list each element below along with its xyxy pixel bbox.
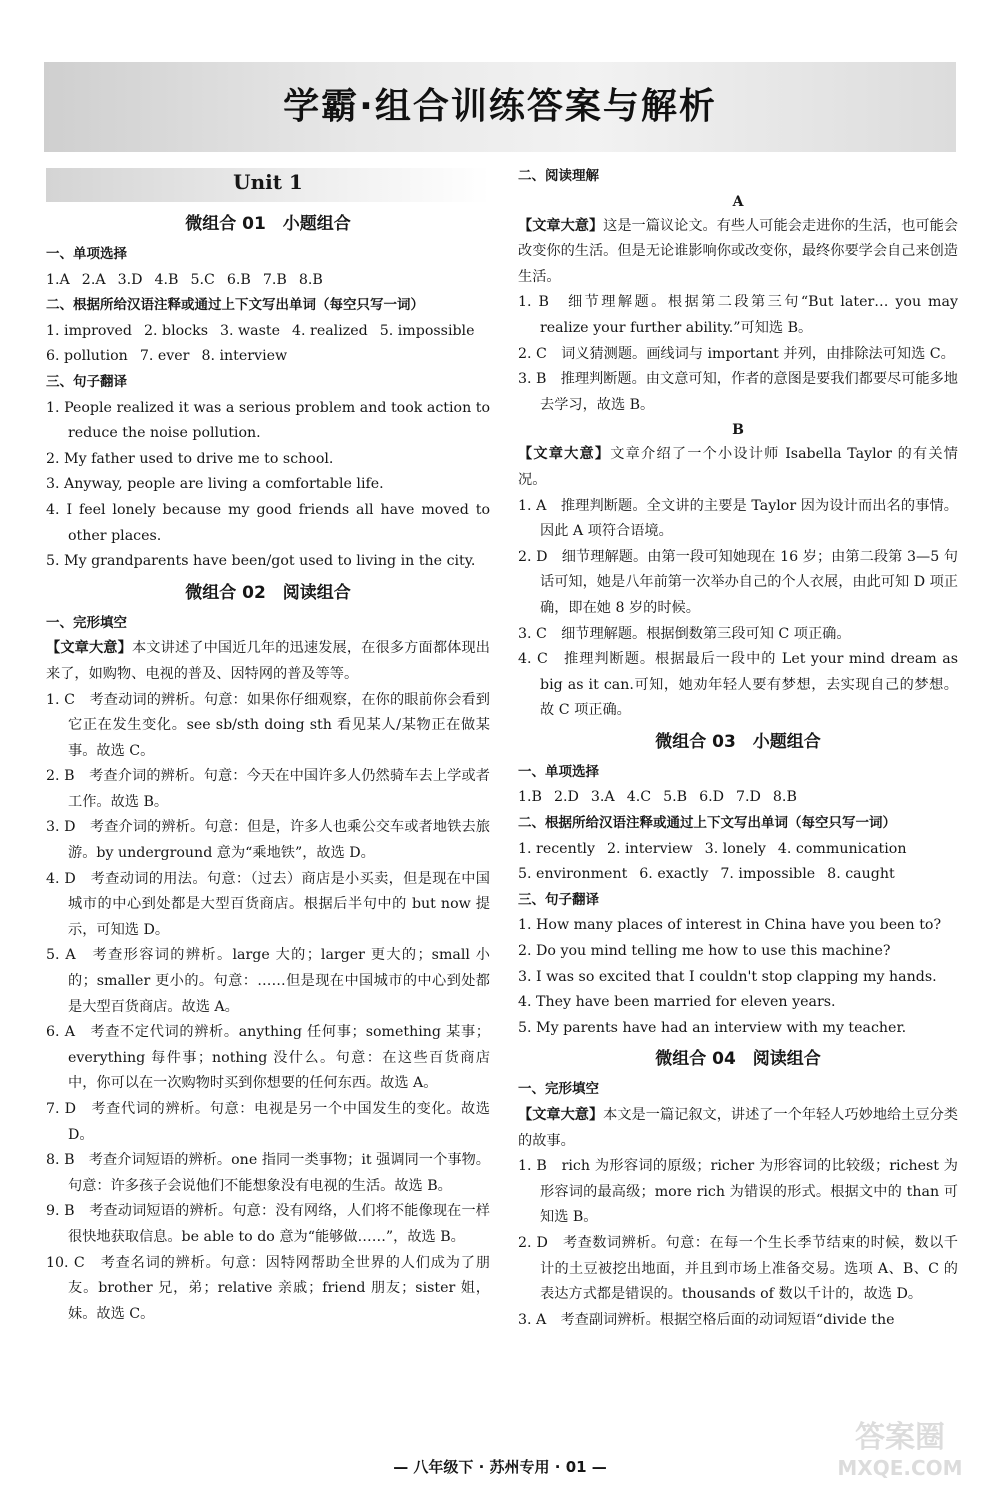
list-item: 2. My father used to drive me to school. (46, 450, 334, 467)
list-item: 1. People realized it was a serious problem and took action to reduce the noise pollution. (46, 399, 490, 442)
answer: 1. recently (518, 840, 595, 857)
list-item: 3. D 考查介词的辨析。句意：但是，许多人也乘公交车或者地铁去旅游。by underground 意为“乘地铁”，故选 D。 (46, 819, 490, 862)
list-item: 2. B 考查介词的辨析。句意：今天在中国许多人仍然骑车去上学或者工作。故选 B。 (46, 768, 490, 810)
unit-title: Unit 1 (233, 170, 303, 194)
answer: 4. communication (777, 840, 907, 857)
list-item: 5. My grandparents have been/got used to living in the city. (46, 553, 476, 570)
answer: 3.D (117, 271, 143, 288)
section-heading: 三、句子翻译 (518, 891, 599, 908)
list-item: 8. B 考查介词短语的辨析。one 指同一类事物；it 强调同一个事物。句意：许多孩子会说他们不能想象没有电视的生活。故选 B。 (46, 1152, 490, 1194)
summary-label: 【文章大意】 (46, 640, 132, 657)
watermark-text: 答案圈 (855, 1420, 945, 1455)
list-item: 6. A 考查不定代词的辨析。anything 任何事；something 某事；everything 每件事；nothing 没什么。句意：在这些百货商店中，你可以在一次购物时买到你想要的任何东西。故选 A。 (46, 1024, 490, 1092)
summary-text: 这是一篇议论文。有些人可能会走进你的生活，也可能会改变你的生活。但是无论谁影响你或改变你，最终你要学会自己来创造生活。 (518, 217, 958, 285)
watermark-url: MXQE.COM (837, 1456, 963, 1480)
answer: 8.B (772, 789, 797, 806)
summary-label: 【文章大意】 (518, 1107, 604, 1123)
list-item: 4. I feel lonely because my good friends all have moved to other places. (46, 501, 490, 544)
list-item: 9. B 考查动词短语的辨析。句意：没有网络，人们将不能像现在一样很快地获取信息。be able to do 意为“能够做……”，故选 B。 (46, 1203, 490, 1245)
answer: 6.B (226, 271, 251, 288)
answer-row (518, 837, 958, 863)
left-column (46, 164, 490, 1327)
answer-row (518, 785, 958, 811)
summary-text: 文章介绍了一个小设计师 Isabella Taylor 的有关情况。 (518, 446, 958, 488)
answer: 7.B (262, 271, 287, 288)
list-item: 4. C 推理判断题。根据最后一段中的 Let your mind dream as big as it can.可知，她劝年轻人要有梦想，去实现自己的梦想。故 C 项正确。 (518, 651, 958, 719)
list-item: 2. D 考查数词辨析。句意：在每一个生长季节结束的时候，数以千计的土豆被挖出地面，并且到市场上准备交易。选项 A、B、C 的表达方式都是错误的。thousands of 数以千计的，故选 D。 (518, 1234, 958, 1303)
answer: 2. interview (606, 840, 693, 857)
list-item: 1. C 考查动词的辨析。句意：如果你仔细观察，在你的眼前你会看到它正在发生变化。see sb/sth doing sth 看见某人/某物正在做某事。故选 C。 (46, 691, 490, 759)
answer: 8.B (298, 271, 323, 288)
answer: 3.A (590, 789, 615, 806)
answer: 2. blocks (143, 322, 208, 339)
answer: 2.A (81, 271, 106, 288)
summary-label: 【文章大意】 (518, 217, 604, 234)
section-heading: 二、根据所给汉语注释或通过上下文写出单词（每空只写一词） (46, 297, 424, 314)
group-01-title: 微组合 01 小题组合 (185, 214, 351, 234)
list-item: 2. C 词义猜测题。画线词与 important 并列，由排除法可知选 C。 (518, 345, 955, 362)
answer: 7.D (735, 789, 761, 806)
page-title: 学霸·组合训练答案与解析 (283, 86, 717, 127)
list-item: 1. How many places of interest in China have you been to? (518, 917, 942, 934)
section-heading: 一、完形填空 (46, 614, 127, 631)
list-item: 10. C 考查名词的辨析。句意：因特网帮助全世界的人们成为了朋友。brother 兄，弟；relative 亲戚；friend 朋友；sister 姐，妹。故选 C。 (46, 1254, 490, 1322)
answer: 1.A (46, 271, 70, 288)
answer: 4.B (154, 271, 179, 288)
answer: 6.D (699, 789, 724, 806)
answer: 1. improved (46, 322, 132, 339)
section-heading: 一、单项选择 (46, 246, 127, 262)
list-item: 1. B rich 为形容词的原级；richer 为形容词的比较级；richest 为形容词的最高级；more rich 为错误的形式。根据文中的 than 可知选 B。 (518, 1158, 958, 1226)
answer: 5.C (190, 271, 215, 288)
answer-row (46, 268, 490, 294)
answer: 8. interview (201, 348, 288, 365)
list-item: 1. A 推理判断题。全文讲的主要是 Taylor 因为设计而出名的事情。因此 A 项符合语境。 (518, 497, 958, 540)
passage-label: A (732, 193, 744, 210)
answer: 4. realized (292, 322, 368, 339)
answer: 3. waste (219, 322, 280, 339)
answer: 6. exactly (639, 866, 709, 883)
unit-banner (46, 168, 490, 202)
answer: 1.B (518, 789, 542, 806)
answer: 4.C (626, 789, 652, 806)
answer: 5.B (663, 789, 688, 806)
list-item: 3. A 考查副词辨析。根据空格后面的动词短语“divide the (518, 1311, 895, 1328)
answer: 7. ever (139, 348, 190, 365)
article-summary (46, 636, 490, 687)
right-column (518, 164, 958, 1333)
list-item: 2. Do you mind telling me how to use this machine? (518, 943, 891, 960)
answer-row (518, 862, 958, 888)
article-summary (518, 1103, 958, 1154)
answer: 3. lonely (704, 840, 766, 857)
answer-row (46, 319, 490, 345)
list-item: 3. B 推理判断题。由文意可知，作者的意图是要我们都要尽可能多地去学习，故选 B。 (518, 371, 958, 413)
group-04-title: 微组合 04 阅读组合 (655, 1049, 821, 1070)
summary-label: 【文章大意】 (518, 446, 611, 463)
article-summary (518, 442, 958, 493)
group-02-title: 微组合 02 阅读组合 (185, 582, 351, 603)
answer: 2.D (553, 789, 579, 806)
page-footer: — 八年级下 · 苏州专用 · 01 — (393, 1458, 607, 1476)
answer-row (46, 344, 490, 370)
list-item: 2. D 细节理解题。由第一段可知她现在 16 岁；由第二段第 3—5 句话可知，她是八年前第一次举办自己的个人衣展，由此可知 D 项正确，即在她 8 岁的时候。 (518, 548, 958, 616)
answer: 5. impossible (379, 322, 475, 339)
section-heading: 二、阅读理解 (518, 168, 599, 184)
list-item: 4. D 考查动词的用法。句意：（过去）商店是小买卖，但是现在中国城市的中心到处都是大型百货商店。根据后半句中的 but now 提示，可知选 D。 (46, 870, 490, 938)
list-item: 3. I was so excited that I couldn't stop clapping my hands. (518, 968, 937, 985)
answer: 5. environment (518, 866, 628, 883)
section-heading: 一、完形填空 (518, 1081, 599, 1098)
answer: 6. pollution (46, 348, 128, 365)
answer: 8. caught (827, 866, 895, 883)
list-item: 3. Anyway, people are living a comfortable life. (46, 476, 384, 493)
list-item: 5. A 考查形容词的辨析。large 大的；larger 更大的；small 小的；smaller 更小的。句意：……但是现在中国城市的中心到处都是大型百货商店。故选 A。 (46, 947, 490, 1015)
answer: 7. impossible (720, 866, 816, 883)
summary-text: 本文讲述了中国近几年的迅速发展，在很多方面都体现出来了，如购物、电视的普及、因特网的普及等等。 (46, 640, 490, 682)
watermark-logo (822, 1413, 978, 1483)
list-item: 4. They have been married for eleven years. (518, 994, 836, 1011)
list-item: 1. B 细节理解题。根据第二段第三句“But later… you may realize your further ability.”可知选 B。 (518, 294, 958, 336)
section-heading: 一、单项选择 (518, 763, 599, 780)
title-banner (44, 62, 956, 152)
list-item: 7. D 考查代词的辨析。句意：电视是另一个中国发生的变化。故选 D。 (46, 1101, 490, 1143)
section-heading: 二、根据所给汉语注释或通过上下文写出单词（每空只写一词） (518, 815, 896, 832)
list-item: 3. C 细节理解题。根据倒数第三段可知 C 项正确。 (518, 625, 851, 642)
list-item: 5. My parents have had an interview with my teacher. (518, 1019, 907, 1036)
summary-text: 本文是一篇记叙文，讲述了一个年轻人巧妙地给土豆分类的故事。 (518, 1107, 958, 1149)
passage-label: B (732, 422, 744, 439)
article-summary (518, 214, 958, 291)
section-heading: 三、句子翻译 (46, 373, 127, 390)
group-03-title: 微组合 03 小题组合 (655, 731, 821, 752)
